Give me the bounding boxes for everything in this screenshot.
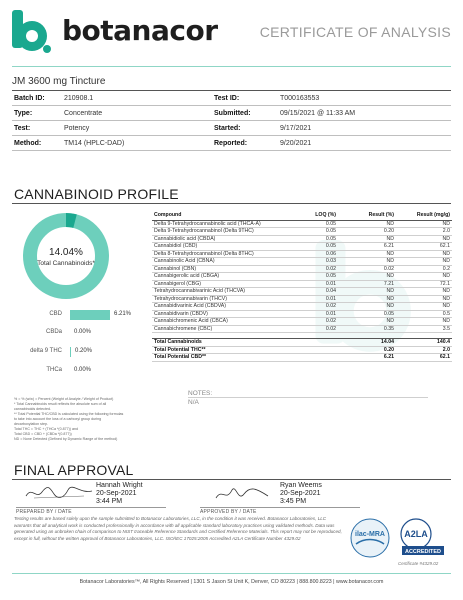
loq-cell: 0.04 — [298, 288, 338, 296]
compound-cell: Cannabigerol (CBG) — [152, 280, 298, 288]
test-value: Potency — [62, 121, 212, 136]
compound-cell: Tetrahydrocannabivarinic Acid (THCVA) — [152, 288, 298, 296]
footnote: ND = None Detected (Defined by Dynamic Range of the method) — [14, 437, 118, 441]
compound-cell: Total Potential CBD** — [152, 354, 298, 362]
compound-cell: Total Potential THC** — [152, 346, 298, 354]
result-mg-cell: 2.0 — [396, 346, 452, 354]
reported-label: Reported: — [212, 136, 278, 151]
result-mg-cell: 62.1 — [396, 354, 452, 362]
ilac-text: ilac-MRA — [355, 531, 385, 538]
result-mg-cell: ND — [396, 318, 452, 326]
loq-cell: 0.06 — [298, 250, 338, 258]
result-pct-cell: 7.21 — [338, 280, 396, 288]
col-result-pct: Result (%) — [338, 211, 396, 220]
batch-id-label: Batch ID: — [12, 91, 62, 106]
header-divider — [12, 66, 451, 67]
compound-cell: Cannabichromenic Acid (CBCA) — [152, 318, 298, 326]
prepared-date: 20-Sep-2021 — [96, 490, 137, 497]
submitted-label: Submitted: — [212, 106, 278, 121]
approved-signature-line — [200, 507, 360, 508]
result-pct-cell: 6.21 — [338, 243, 396, 251]
footer: Botanacor Laboratories™, All Rights Reserved | 1301 S Jason St Unit K, Denver, CO 80223 | 888.800.8223 | www.botanacor.com — [79, 579, 384, 585]
approved-caption: APPROVED BY / DATE — [200, 509, 257, 515]
loq-cell: 0.02 — [298, 318, 338, 326]
bar-value: 0.00% — [74, 367, 92, 373]
bar-name: CBDa — [45, 329, 62, 335]
result-pct-cell: 0.02 — [338, 265, 396, 273]
table-row — [152, 250, 452, 258]
table-row — [152, 310, 452, 318]
cannabinoid-table — [152, 211, 452, 362]
result-mg-cell: ND — [396, 235, 452, 243]
approved-by — [280, 482, 322, 506]
result-pct-cell: ND — [338, 273, 396, 281]
brand-name: botanacor — [62, 14, 218, 47]
test-id-value: T000163553 — [278, 91, 451, 106]
compound-cell: Total Cannabinoids — [152, 339, 298, 347]
compound-cell: Cannabidivarin (CBDV) — [152, 310, 298, 318]
table-row — [152, 303, 452, 311]
result-pct-cell: 6.21 — [338, 354, 396, 362]
footnote: decarboxylation step. — [14, 422, 48, 426]
compound-cell: Cannabidiol (CBD) — [152, 243, 298, 251]
bar-row-cbd — [14, 310, 154, 320]
result-pct-cell: 0.20 — [338, 228, 396, 236]
method-label: Method: — [12, 136, 62, 151]
result-mg-cell: 72.1 — [396, 280, 452, 288]
result-mg-cell: 140.4 — [396, 339, 452, 347]
bar-row-d9thc — [14, 347, 154, 357]
loq-cell: 0.03 — [298, 258, 338, 266]
footer-divider — [12, 573, 451, 574]
table-row — [152, 265, 452, 273]
total-row — [152, 346, 452, 354]
result-mg-cell: ND — [396, 288, 452, 296]
compound-cell: Delta 9-Tetrahydrocannabinolic acid (THCA-A) — [152, 220, 298, 228]
test-id-label: Test ID: — [212, 91, 278, 106]
result-mg-cell: ND — [396, 258, 452, 266]
bar-fill — [70, 347, 71, 357]
col-result-mg: Result (mg/g) — [396, 211, 452, 220]
loq-cell: 0.05 — [298, 228, 338, 236]
result-mg-cell: ND — [396, 273, 452, 281]
bar-value: 0.20% — [75, 348, 93, 354]
bar-row-thca — [14, 366, 154, 376]
result-pct-cell: ND — [338, 235, 396, 243]
donut-label: Total Cannabinoids* — [37, 260, 95, 267]
disclaimer: Testing results are based solely upon the sample submitted to Botanacor Laboratories, LLC, in the condition it was received. Botanacor Laboratories, LLC warrants that all analytical work is conducted professionally in accordance with all applicable standard laboratory practices using validated methods. Data was generated using an unbroken chain of comparison to NIST traceable Reference Standards and Certified Reference Materials. This report may not be reproduced, except in full, without the written approval of Botanacor Laboratories, LLC. ISO/IEC 17025:2005 Accredited A2LA Certificate Number 4329.02 — [14, 516, 342, 541]
total-row — [152, 354, 452, 362]
type-label: Type: — [12, 106, 62, 121]
certificate-number: Certificate #4329.02 — [398, 561, 439, 566]
started-label: Started: — [212, 121, 278, 136]
document-title: CERTIFICATE OF ANALYSIS — [259, 24, 451, 40]
prepared-time: 3:44 PM — [96, 498, 123, 505]
bar-fill — [70, 310, 110, 320]
compound-cell: Cannabidivarinic Acid (CBDVA) — [152, 303, 298, 311]
bar-value: 0.00% — [74, 329, 92, 335]
footnote: * Total Cannabinoids result reflects the absolute sum of all — [14, 402, 107, 406]
loq-cell: 0.01 — [298, 280, 338, 288]
footnote: to take into account the loss of a carboxyl group during — [14, 417, 102, 421]
loq-cell: 0.05 — [298, 243, 338, 251]
footnote: ** Total Potential THC/CBD is calculated using the following formulas — [14, 412, 124, 416]
table-row — [152, 318, 452, 326]
info-row — [12, 91, 451, 106]
a2la-accredited-badge-icon — [396, 518, 446, 558]
result-pct-cell: ND — [338, 250, 396, 258]
footnote: % = % (w/w) = Percent (Weight of Analyte / Weight of Product) — [14, 397, 114, 401]
result-pct-cell: 0.20 — [338, 346, 396, 354]
profile-footnotes — [14, 397, 144, 442]
table-row — [152, 220, 452, 228]
table-row — [152, 280, 452, 288]
result-mg-cell: ND — [396, 250, 452, 258]
prepared-caption: PREPARED BY / DATE — [16, 509, 72, 515]
loq-cell: 0.05 — [298, 235, 338, 243]
approval-title: FINAL APPROVAL — [14, 462, 134, 478]
compound-cell: Delta 9-Tetrahydrocannabinol (Delta 9THC) — [152, 228, 298, 236]
result-pct-cell: ND — [338, 258, 396, 266]
bar-value: 6.21% — [114, 311, 132, 317]
table-row — [152, 295, 452, 303]
col-compound: Compound — [152, 211, 298, 220]
product-name: JM 3600 mg Tincture — [12, 76, 106, 87]
accredited-text: ACCREDITED — [404, 549, 442, 555]
result-pct-cell: 0.05 — [338, 310, 396, 318]
bar-name: delta 9 THC — [30, 348, 62, 354]
footnote: Total THC = THC + (THCa *(0.877)) and — [14, 427, 78, 431]
approved-date: 20-Sep-2021 — [280, 490, 321, 497]
result-pct-cell: 0.35 — [338, 325, 396, 333]
bar-row-cbda — [14, 328, 154, 338]
info-row — [12, 136, 451, 151]
prepared-signature-line — [16, 507, 166, 508]
loq-cell: 0.01 — [298, 295, 338, 303]
loq-cell: 0.05 — [298, 273, 338, 281]
test-label: Test: — [12, 121, 62, 136]
compound-cell: Cannabinol (CBN) — [152, 265, 298, 273]
prepared-by — [96, 482, 143, 506]
approval-divider — [12, 479, 451, 480]
signature-prepared-icon — [24, 484, 94, 502]
result-pct-cell: ND — [338, 295, 396, 303]
result-pct-cell: ND — [338, 288, 396, 296]
ilac-mra-badge-icon — [350, 518, 390, 558]
method-value: TM14 (HPLC-DAD) — [62, 136, 212, 151]
prepared-name: Hannah Wright — [96, 482, 143, 489]
info-row — [12, 121, 451, 136]
table-row — [152, 288, 452, 296]
table-row — [152, 325, 452, 333]
total-row — [152, 339, 452, 347]
footnote: Total CBD = CBD + (CBDa *(0.877)) — [14, 432, 72, 436]
notes-value: N/A — [188, 399, 199, 406]
donut-slice — [66, 220, 75, 221]
profile-title: CANNABINOID PROFILE — [14, 186, 179, 202]
notes-label: NOTES: — [188, 390, 213, 397]
result-mg-cell: 62.1 — [396, 243, 452, 251]
result-mg-cell: ND — [396, 303, 452, 311]
donut-percent: 14.04% — [49, 247, 83, 258]
compound-cell: Cannabichromene (CBC) — [152, 325, 298, 333]
started-value: 9/17/2021 — [278, 121, 451, 136]
col-loq: LOQ (%) — [298, 211, 338, 220]
compound-cell: Cannabigerolic acid (CBGA) — [152, 273, 298, 281]
result-pct-cell: 14.04 — [338, 339, 396, 347]
loq-cell: 0.02 — [298, 303, 338, 311]
compound-cell: Cannabinolic Acid (CBNA) — [152, 258, 298, 266]
loq-cell: 0.02 — [298, 325, 338, 333]
loq-cell — [298, 354, 338, 362]
result-mg-cell: ND — [396, 220, 452, 228]
sample-info-table — [12, 90, 451, 151]
table-row — [152, 273, 452, 281]
notes-divider — [188, 397, 428, 398]
result-pct-cell: ND — [338, 303, 396, 311]
footnote: cannabinoids detected. — [14, 407, 51, 411]
loq-cell: 0.02 — [298, 265, 338, 273]
table-row — [152, 235, 452, 243]
compound-cell: Tetrahydrocannabivarin (THCV) — [152, 295, 298, 303]
result-mg-cell: 0.2 — [396, 265, 452, 273]
result-pct-cell: ND — [338, 318, 396, 326]
submitted-value: 09/15/2021 @ 11:33 AM — [278, 106, 451, 121]
reported-value: 9/20/2021 — [278, 136, 451, 151]
loq-cell — [298, 346, 338, 354]
result-mg-cell: ND — [396, 295, 452, 303]
result-mg-cell: 3.5 — [396, 325, 452, 333]
info-row — [12, 106, 451, 121]
a2la-text: A2LA — [404, 529, 428, 539]
loq-cell — [298, 339, 338, 347]
bar-name: THCa — [46, 367, 62, 373]
compound-cell: Delta 8-Tetrahydrocannabinol (Delta 8THC) — [152, 250, 298, 258]
result-mg-cell: 0.5 — [396, 310, 452, 318]
loq-cell: 0.01 — [298, 310, 338, 318]
loq-cell: 0.05 — [298, 220, 338, 228]
table-row — [152, 258, 452, 266]
type-value: Concentrate — [62, 106, 212, 121]
batch-id-value: 210908.1 — [62, 91, 212, 106]
profile-divider — [12, 203, 451, 204]
result-mg-cell: 2.0 — [396, 228, 452, 236]
signature-approved-icon — [212, 484, 272, 504]
approved-name: Ryan Weems — [280, 482, 322, 489]
table-row — [152, 243, 452, 251]
table-row — [152, 228, 452, 236]
table-header-row — [152, 211, 452, 220]
approved-time: 3:45 PM — [280, 498, 307, 505]
compound-cell: Cannabidiolic acid (CBDA) — [152, 235, 298, 243]
result-pct-cell: ND — [338, 220, 396, 228]
botanacor-logo-icon — [10, 10, 54, 54]
bar-name: CBD — [49, 311, 62, 317]
